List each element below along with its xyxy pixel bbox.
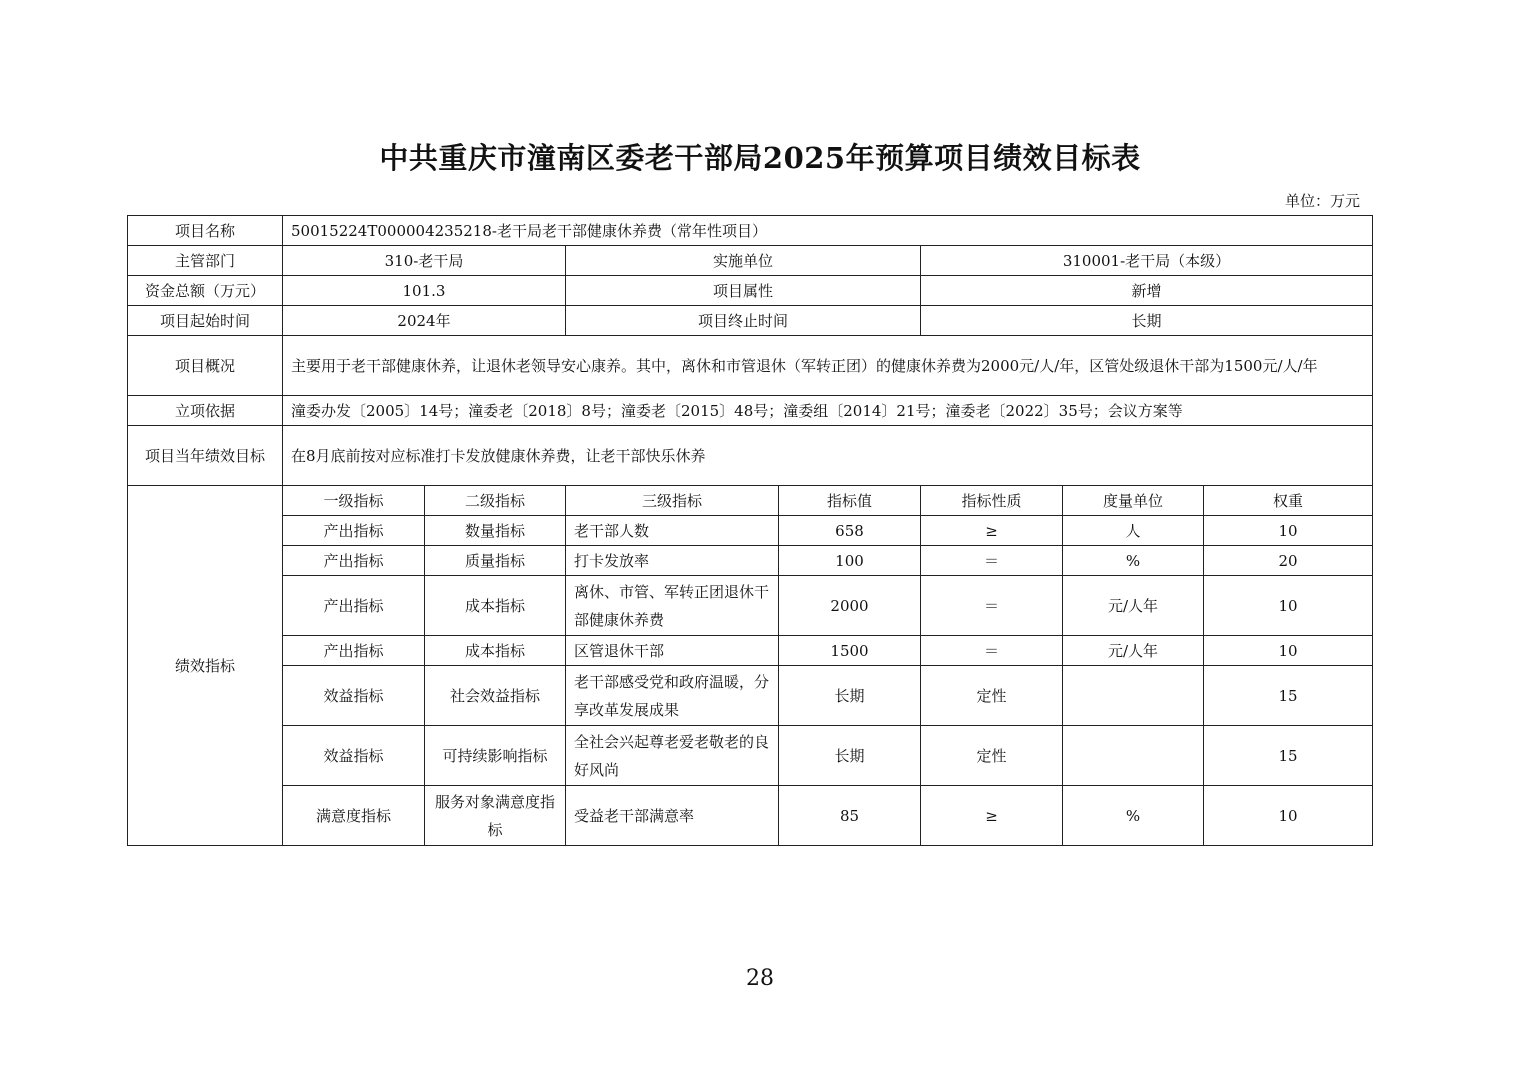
indicators-section-label: 绩效指标 [128, 486, 283, 846]
impl-value: 310001-老干局（本级） [921, 246, 1373, 276]
row-dates [128, 306, 1373, 336]
level1-cell: 效益指标 [283, 666, 425, 726]
project-name-value: 50015224T000004235218-老干局老干部健康休养费（常年性项目） [283, 216, 1373, 246]
attr-label: 项目属性 [566, 276, 921, 306]
value-cell: 100 [779, 546, 921, 576]
row-overview [128, 336, 1373, 396]
level3-cell: 受益老干部满意率 [566, 786, 779, 846]
nature-cell: 定性 [921, 726, 1063, 786]
header-cell: 三级指标 [566, 486, 779, 516]
nature-cell: 定性 [921, 666, 1063, 726]
nature-cell: ＝ [921, 636, 1063, 666]
page-number: 28 [746, 966, 774, 991]
indicator-header-row [128, 486, 1373, 516]
indicator-row [128, 576, 1373, 636]
unit-cell: % [1063, 546, 1204, 576]
unit-label: 单位：万元 [1284, 192, 1360, 210]
weight-cell: 10 [1204, 636, 1373, 666]
header-cell: 二级指标 [425, 486, 566, 516]
page-title: 中共重庆市潼南区委老干部局2025年预算项目绩效目标表 [379, 141, 1141, 175]
level3-cell: 全社会兴起尊老爱老敬老的良好风尚 [566, 726, 779, 786]
level1-cell: 产出指标 [283, 576, 425, 636]
level3-cell: 打卡发放率 [566, 546, 779, 576]
level3-cell: 离休、市管、军转正团退休干部健康休养费 [566, 576, 779, 636]
level1-cell: 效益指标 [283, 726, 425, 786]
level1-cell: 产出指标 [283, 636, 425, 666]
goal-value: 在8月底前按对应标准打卡发放健康休养费，让老干部快乐休养 [283, 426, 1373, 486]
header-cell: 权重 [1204, 486, 1373, 516]
nature-cell: ≥ [921, 516, 1063, 546]
weight-cell: 10 [1204, 516, 1373, 546]
level2-cell: 成本指标 [425, 636, 566, 666]
value-cell: 85 [779, 786, 921, 846]
level3-cell: 老干部感受党和政府温暖，分享改革发展成果 [566, 666, 779, 726]
unit-cell: % [1063, 786, 1204, 846]
level1-cell: 产出指标 [283, 516, 425, 546]
weight-cell: 15 [1204, 726, 1373, 786]
row-department [128, 246, 1373, 276]
project-name-label: 项目名称 [128, 216, 283, 246]
level3-cell: 老干部人数 [566, 516, 779, 546]
basis-value: 潼委办发〔2005〕14号；潼委老〔2018〕8号；潼委老〔2015〕48号；潼委组〔2014〕21号；潼委老〔2022〕35号；会议方案等 [283, 396, 1373, 426]
overview-label: 项目概况 [128, 336, 283, 396]
header-cell: 指标值 [779, 486, 921, 516]
unit-cell: 元/人年 [1063, 576, 1204, 636]
indicator-row [128, 636, 1373, 666]
end-label: 项目终止时间 [566, 306, 921, 336]
weight-cell: 20 [1204, 546, 1373, 576]
unit-cell [1063, 726, 1204, 786]
dept-label: 主管部门 [128, 246, 283, 276]
dept-value: 310-老干局 [283, 246, 566, 276]
level2-cell: 数量指标 [425, 516, 566, 546]
funds-value: 101.3 [283, 276, 566, 306]
level2-cell: 社会效益指标 [425, 666, 566, 726]
nature-cell: ≥ [921, 786, 1063, 846]
row-goal [128, 426, 1373, 486]
start-label: 项目起始时间 [128, 306, 283, 336]
indicator-row [128, 726, 1373, 786]
weight-cell: 10 [1204, 576, 1373, 636]
level2-cell: 成本指标 [425, 576, 566, 636]
nature-cell: ＝ [921, 546, 1063, 576]
value-cell: 1500 [779, 636, 921, 666]
indicator-row [128, 516, 1373, 546]
attr-value: 新增 [921, 276, 1373, 306]
value-cell: 658 [779, 516, 921, 546]
end-value: 长期 [921, 306, 1373, 336]
level2-cell: 质量指标 [425, 546, 566, 576]
row-basis [128, 396, 1373, 426]
level2-cell: 服务对象满意度指标 [425, 786, 566, 846]
performance-table [127, 215, 1373, 846]
indicator-row [128, 786, 1373, 846]
level2-cell: 可持续影响指标 [425, 726, 566, 786]
header-cell: 指标性质 [921, 486, 1063, 516]
start-value: 2024年 [283, 306, 566, 336]
value-cell: 长期 [779, 726, 921, 786]
row-funds [128, 276, 1373, 306]
unit-cell: 人 [1063, 516, 1204, 546]
row-project-name [128, 216, 1373, 246]
basis-label: 立项依据 [128, 396, 283, 426]
weight-cell: 15 [1204, 666, 1373, 726]
unit-cell [1063, 666, 1204, 726]
overview-value: 主要用于老干部健康休养，让退休老领导安心康养。其中，离休和市管退休（军转正团）的健康休养费为2000元/人/年，区管处级退休干部为1500元/人/年 [283, 336, 1373, 396]
nature-cell: ＝ [921, 576, 1063, 636]
funds-label: 资金总额（万元） [128, 276, 283, 306]
goal-label: 项目当年绩效目标 [128, 426, 283, 486]
value-cell: 2000 [779, 576, 921, 636]
weight-cell: 10 [1204, 786, 1373, 846]
header-cell: 度量单位 [1063, 486, 1204, 516]
indicator-row [128, 666, 1373, 726]
indicator-row [128, 546, 1373, 576]
level3-cell: 区管退休干部 [566, 636, 779, 666]
impl-label: 实施单位 [566, 246, 921, 276]
header-cell: 一级指标 [283, 486, 425, 516]
level1-cell: 满意度指标 [283, 786, 425, 846]
value-cell: 长期 [779, 666, 921, 726]
unit-cell: 元/人年 [1063, 636, 1204, 666]
level1-cell: 产出指标 [283, 546, 425, 576]
